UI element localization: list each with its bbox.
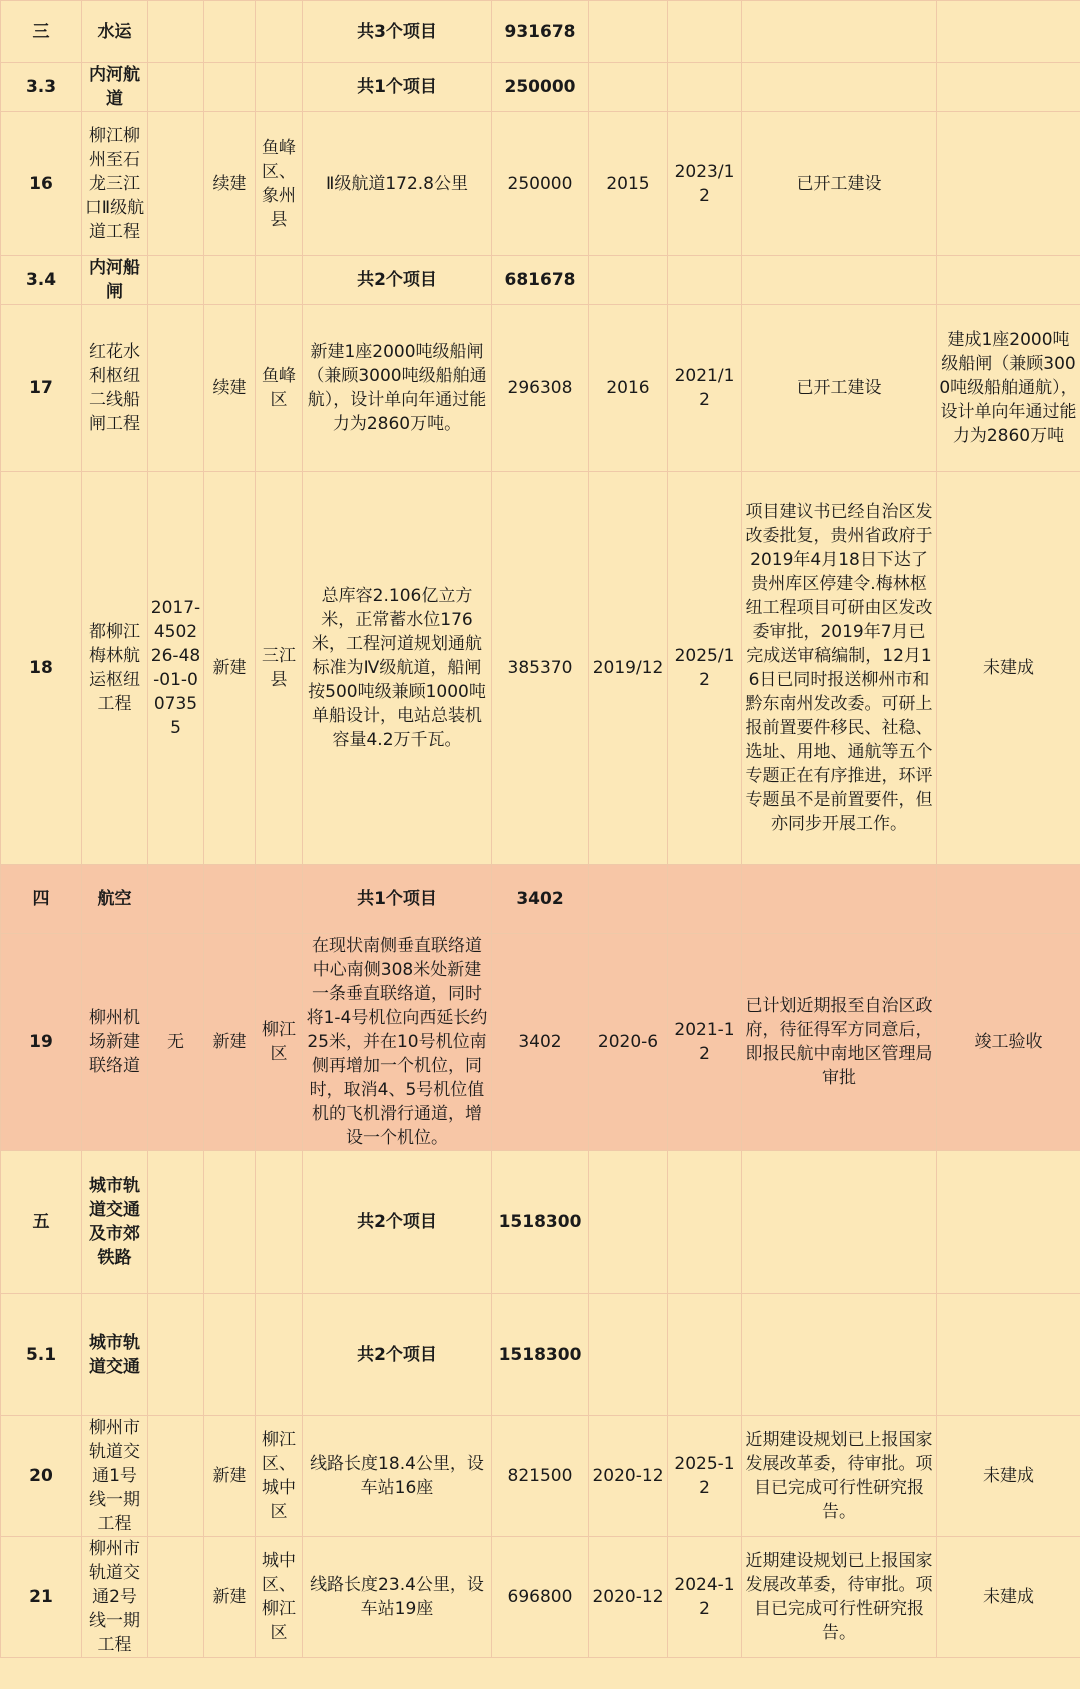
section-count-cell: 共1个项目 [303,865,492,934]
location-cell: 鱼峰区、象州县 [256,112,303,256]
goal-cell: 竣工验收 [937,934,1080,1151]
construction-scale-cell: 在现状南侧垂直联络道中心南侧308米处新建一条垂直联络道，同时将1-4号机位向西延长约25米，并在10号机位南侧再增加一个机位，同时，取消4、5号机位值机的飞机滑行通道，增设一个机位。 [303,934,492,1151]
table-row [1,305,1080,472]
blank-cell [668,1,742,63]
section-name-cell: 航空 [82,865,148,934]
section-number-cell: 四 [1,865,82,934]
project-name-cell: 柳州市轨道交通1号线一期工程 [82,1416,148,1537]
section-row [1,1151,1080,1294]
project-name-cell: 柳州机场新建联络道 [82,934,148,1151]
section-investment-cell: 250000 [492,63,589,112]
location-cell: 三江县 [256,472,303,865]
progress-cell: 项目建议书已经自治区发改委批复，贵州省政府于2019年4月18日下达了贵州库区停建令.梅林枢纽工程项目可研由区发改委审批，2019年7月已完成送审稿编制，12月16日已同时报送柳州市和黔东南州发改委。可研上报前置要件移民、社稳、选址、用地、通航等五个专题正在有序推进，环评专题虽不是前置要件，但亦同步开展工作。 [742,472,937,865]
section-investment-cell: 681678 [492,256,589,305]
blank-cell [589,1,668,63]
blank-cell [937,1,1080,63]
blank-cell [589,1294,668,1416]
section-number-cell: 3.3 [1,63,82,112]
investment-cell: 696800 [492,1537,589,1658]
project-number-cell: 17 [1,305,82,472]
construction-type-cell: 续建 [204,305,256,472]
investment-cell: 3402 [492,934,589,1151]
blank-cell [256,1151,303,1294]
construction-type-cell: 新建 [204,1416,256,1537]
blank-cell [148,256,204,305]
construction-type-cell: 续建 [204,112,256,256]
investment-cell: 250000 [492,112,589,256]
blank-cell [589,1151,668,1294]
project-name-cell: 都柳江梅林航运枢纽工程 [82,472,148,865]
project-code-cell: 2017-450226-48-01-007355 [148,472,204,865]
table-row [1,112,1080,256]
blank-cell [256,63,303,112]
progress-cell: 已开工建设 [742,305,937,472]
goal-cell: 建成1座2000吨级船闸（兼顾3000吨级船舶通航），设计单向年通过能力为2860万吨 [937,305,1080,472]
blank-cell [742,63,937,112]
section-number-cell: 五 [1,1151,82,1294]
project-code-cell [148,1416,204,1537]
investment-cell: 296308 [492,305,589,472]
construction-type-cell: 新建 [204,934,256,1151]
progress-cell: 近期建设规划已上报国家发展改革委，待审批。项目已完成可行性研究报告。 [742,1416,937,1537]
blank-cell [148,1,204,63]
section-count-cell: 共3个项目 [303,1,492,63]
goal-cell: 未建成 [937,472,1080,865]
section-row [1,1294,1080,1416]
blank-cell [256,1,303,63]
section-count-cell: 共1个项目 [303,63,492,112]
progress-cell: 已开工建设 [742,112,937,256]
section-name-cell: 水运 [82,1,148,63]
end-date-cell: 2024-12 [668,1537,742,1658]
project-number-cell: 16 [1,112,82,256]
table-row [1,934,1080,1151]
section-name-cell: 城市轨道交通 [82,1294,148,1416]
construction-scale-cell: 线路长度18.4公里，设车站16座 [303,1416,492,1537]
table-row [1,1416,1080,1537]
blank-cell [668,1294,742,1416]
goal-cell: 未建成 [937,1537,1080,1658]
end-date-cell: 2025-12 [668,1416,742,1537]
project-code-cell: 无 [148,934,204,1151]
blank-cell [589,865,668,934]
blank-cell [742,1294,937,1416]
project-code-cell [148,1537,204,1658]
section-investment-cell: 931678 [492,1,589,63]
section-row [1,1,1080,63]
project-name-cell: 柳州市轨道交通2号线一期工程 [82,1537,148,1658]
section-name-cell: 内河航道 [82,63,148,112]
start-date-cell: 2015 [589,112,668,256]
progress-cell: 近期建设规划已上报国家发展改革委，待审批。项目已完成可行性研究报告。 [742,1537,937,1658]
section-count-cell: 共2个项目 [303,1151,492,1294]
blank-cell [668,1151,742,1294]
start-date-cell: 2020-12 [589,1537,668,1658]
construction-type-cell: 新建 [204,472,256,865]
investment-cell: 821500 [492,1416,589,1537]
blank-cell [256,865,303,934]
blank-cell [937,1151,1080,1294]
table-row [1,472,1080,865]
blank-cell [204,1294,256,1416]
section-row [1,865,1080,934]
blank-cell [204,1151,256,1294]
location-cell: 柳江区 [256,934,303,1151]
progress-cell: 已计划近期报至自治区政府，待征得军方同意后，即报民航中南地区管理局审批 [742,934,937,1151]
goal-cell: 未建成 [937,1416,1080,1537]
blank-cell [204,63,256,112]
section-investment-cell: 3402 [492,865,589,934]
location-cell: 鱼峰区 [256,305,303,472]
blank-cell [742,1,937,63]
section-name-cell: 内河船闸 [82,256,148,305]
blank-cell [937,1294,1080,1416]
project-number-cell: 20 [1,1416,82,1537]
investment-cell: 385370 [492,472,589,865]
section-investment-cell: 1518300 [492,1151,589,1294]
table-row [1,1537,1080,1658]
blank-cell [148,865,204,934]
start-date-cell: 2016 [589,305,668,472]
start-date-cell: 2019/12 [589,472,668,865]
blank-cell [204,256,256,305]
section-count-cell: 共2个项目 [303,256,492,305]
blank-cell [937,63,1080,112]
project-name-cell: 柳江柳州至石龙三江口Ⅱ级航道工程 [82,112,148,256]
end-date-cell: 2025/12 [668,472,742,865]
section-row [1,63,1080,112]
blank-cell [589,63,668,112]
section-number-cell: 三 [1,1,82,63]
construction-type-cell: 新建 [204,1537,256,1658]
blank-cell [256,256,303,305]
blank-cell [148,1294,204,1416]
project-name-cell: 红花水利枢纽二线船闸工程 [82,305,148,472]
section-name-cell: 城市轨道交通及市郊铁路 [82,1151,148,1294]
blank-cell [742,256,937,305]
end-date-cell: 2023/12 [668,112,742,256]
project-number-cell: 21 [1,1537,82,1658]
location-cell: 柳江区、城中区 [256,1416,303,1537]
blank-cell [256,1294,303,1416]
blank-cell [668,63,742,112]
blank-cell [668,865,742,934]
blank-cell [148,63,204,112]
section-count-cell: 共2个项目 [303,1294,492,1416]
blank-cell [668,256,742,305]
blank-cell [937,865,1080,934]
goal-cell [937,112,1080,256]
blank-cell [204,1,256,63]
project-code-cell [148,112,204,256]
blank-cell [589,256,668,305]
location-cell: 城中区、柳江区 [256,1537,303,1658]
blank-cell [742,865,937,934]
blank-cell [937,256,1080,305]
start-date-cell: 2020-6 [589,934,668,1151]
project-code-cell [148,305,204,472]
construction-scale-cell: 线路长度23.4公里，设车站19座 [303,1537,492,1658]
construction-scale-cell: 总库容2.106亿立方米，正常蓄水位176米，工程河道规划通航标准为Ⅳ级航道，船闸按500吨级兼顾1000吨单船设计，电站总装机容量4.2万千瓦。 [303,472,492,865]
section-investment-cell: 1518300 [492,1294,589,1416]
end-date-cell: 2021/12 [668,305,742,472]
construction-scale-cell: Ⅱ级航道172.8公里 [303,112,492,256]
section-row [1,256,1080,305]
project-number-cell: 19 [1,934,82,1151]
section-number-cell: 5.1 [1,1294,82,1416]
section-number-cell: 3.4 [1,256,82,305]
blank-cell [742,1151,937,1294]
blank-cell [204,865,256,934]
blank-cell [148,1151,204,1294]
construction-scale-cell: 新建1座2000吨级船闸（兼顾3000吨级船舶通航），设计单向年通过能力为2860万吨。 [303,305,492,472]
project-number-cell: 18 [1,472,82,865]
end-date-cell: 2021-12 [668,934,742,1151]
start-date-cell: 2020-12 [589,1416,668,1537]
